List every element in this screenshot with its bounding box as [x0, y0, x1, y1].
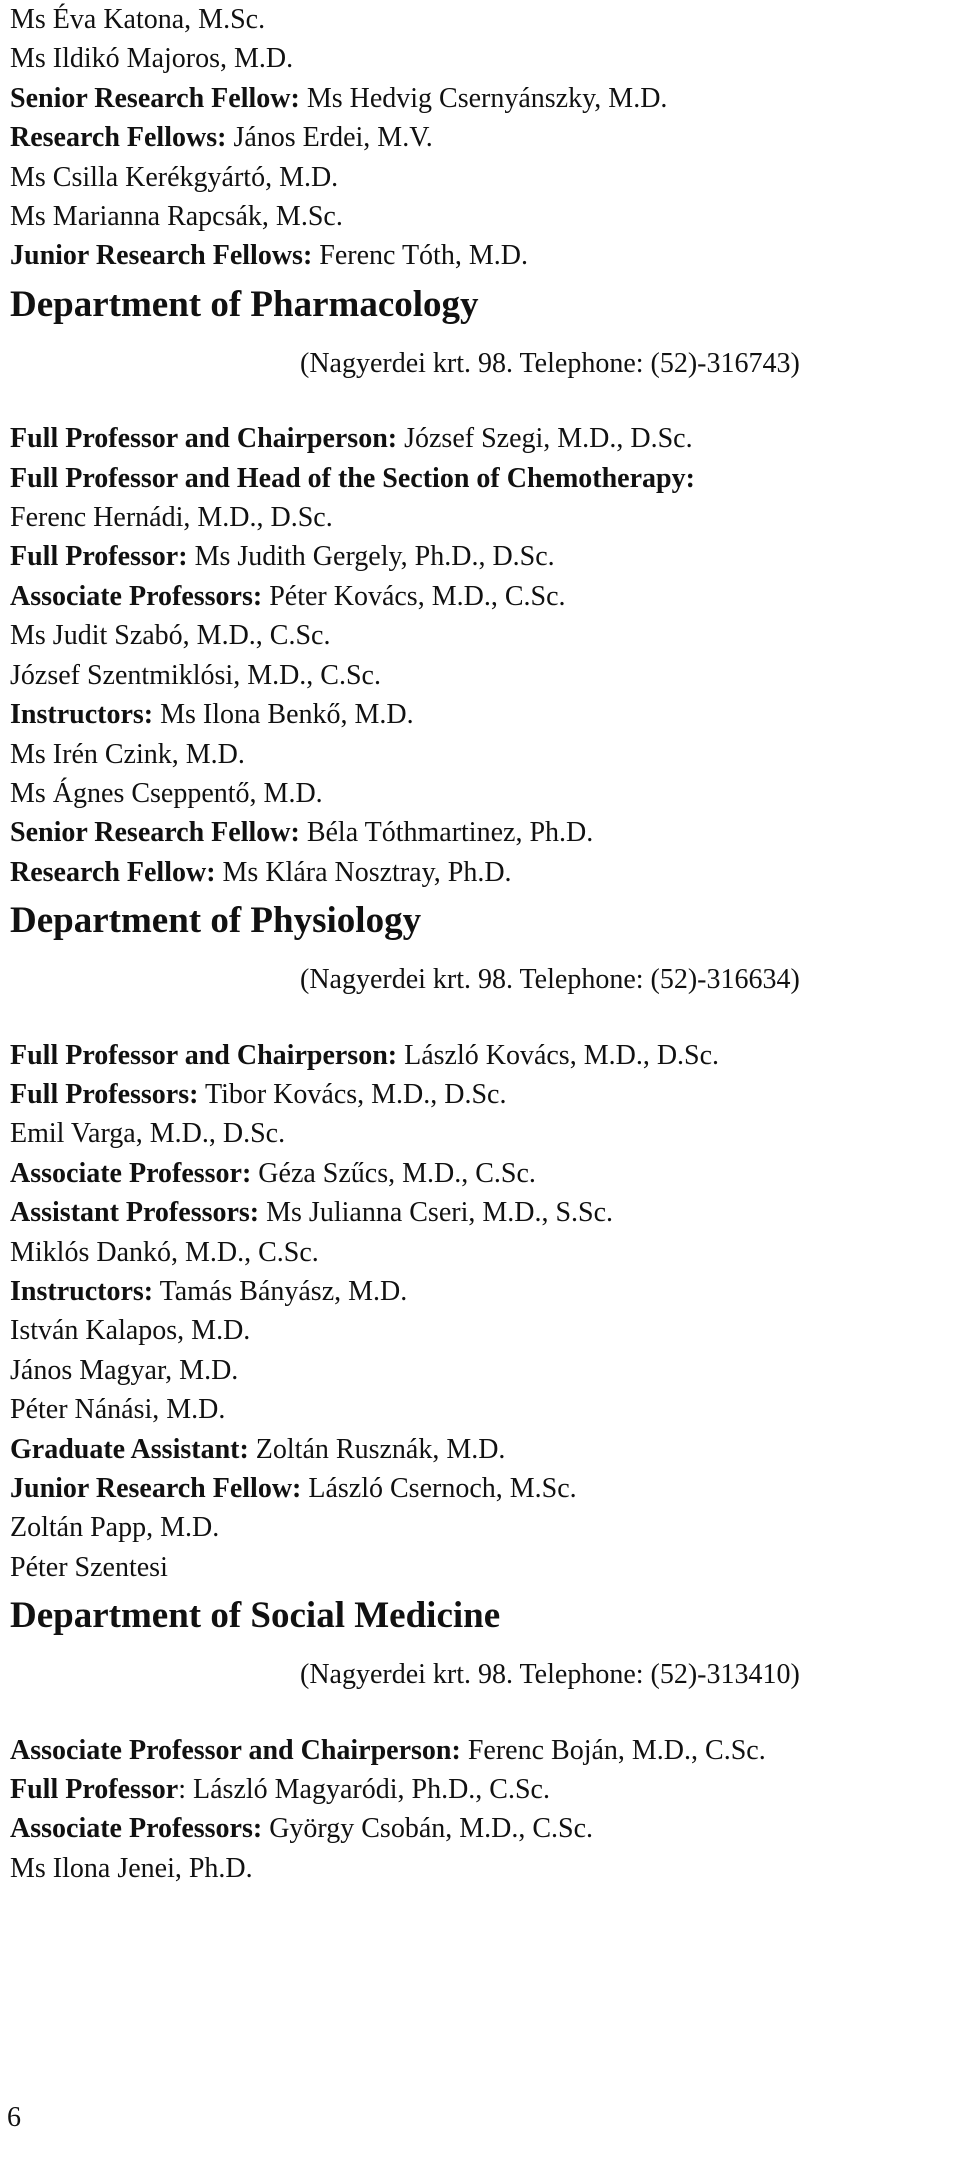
- staff-line: Ms Éva Katona, M.Sc.: [10, 4, 266, 35]
- department-pharmacology: [10, 280, 950, 892]
- staff-line: Ms Marianna Rapcsák, M.Sc.: [10, 201, 343, 233]
- staff-line: Ms Irén Czink, M.D.: [10, 738, 245, 770]
- staff-line: Graduate Assistant: Zoltán Rusznák, M.D.: [10, 1433, 506, 1465]
- department-title: Department of Pharmacology: [10, 283, 479, 325]
- staff-line: Ms Ildikó Majoros, M.D.: [10, 43, 294, 75]
- staff-line: Instructors: Ms Ilona Benkő, M.D.: [10, 699, 414, 731]
- staff-line: Instructors: Tamás Bányász, M.D.: [10, 1275, 408, 1307]
- staff-line: István Kalapos, M.D.: [10, 1315, 251, 1347]
- staff-line: Research Fellow: Ms Klára Nosztray, Ph.D.: [10, 856, 512, 888]
- department-social-medicine: [10, 1591, 950, 1888]
- staff-line: Full Professor and Chairperson: László Kovács, M.D., D.Sc.: [10, 1039, 720, 1071]
- staff-line: Full Professor and Head of the Section of Chemotherapy:: [10, 462, 695, 494]
- staff-line: Associate Professors: György Csobán, M.D., C.Sc.: [10, 1813, 594, 1845]
- document-page: [10, 0, 950, 1888]
- staff-line: Associate Professor: Géza Szűcs, M.D., C.Sc.: [10, 1157, 536, 1189]
- staff-line: Junior Research Fellows: Ferenc Tóth, M.D.: [10, 240, 528, 272]
- staff-line: Junior Research Fellow: László Csernoch, M.Sc.: [10, 1473, 577, 1504]
- staff-line: Full Professor: László Magyaródi, Ph.D., C.Sc.: [10, 1774, 550, 1806]
- staff-line: Péter Nánási, M.D.: [10, 1394, 226, 1426]
- department-address: (Nagyerdei krt. 98. Telephone: (52)-316743): [300, 347, 800, 379]
- staff-line: Full Professor: Ms Judith Gergely, Ph.D., D.Sc.: [10, 541, 555, 573]
- staff-line: Ms Judit Szabó, M.D., C.Sc.: [10, 620, 331, 652]
- department-title: Department of Physiology: [10, 900, 422, 942]
- page-number: 6: [7, 2102, 21, 2133]
- staff-line: Ms Ágnes Cseppentő, M.D.: [10, 777, 323, 809]
- top-staff-list: [10, 0, 950, 276]
- department-physiology: [10, 896, 950, 1587]
- staff-line: Péter Szentesi: [10, 1551, 168, 1583]
- staff-line: János Magyar, M.D.: [10, 1354, 239, 1386]
- staff-line: Associate Professors: Péter Kovács, M.D., C.Sc.: [10, 580, 566, 612]
- staff-line: Research Fellows: János Erdei, M.V.: [10, 122, 433, 154]
- department-address: (Nagyerdei krt. 98. Telephone: (52)-313410): [300, 1659, 800, 1691]
- staff-line: Senior Research Fellow: Ms Hedvig Csernyánszky, M.D.: [10, 82, 668, 114]
- staff-line: Emil Varga, M.D., D.Sc.: [10, 1118, 286, 1150]
- staff-line: József Szentmiklósi, M.D., C.Sc.: [10, 659, 381, 691]
- department-title: Department of Social Medicine: [10, 1595, 501, 1637]
- department-address: (Nagyerdei krt. 98. Telephone: (52)-316634): [300, 964, 800, 996]
- staff-line: Senior Research Fellow: Béla Tóthmartinez, Ph.D.: [10, 817, 594, 849]
- staff-line: Associate Professor and Chairperson: Ferenc Boján, M.D., C.Sc.: [10, 1734, 766, 1766]
- staff-line: Ms Csilla Kerékgyártó, M.D.: [10, 161, 339, 193]
- staff-line: Full Professors: Tibor Kovács, M.D., D.Sc.: [10, 1078, 507, 1110]
- staff-line: Full Professor and Chairperson: József Szegi, M.D., D.Sc.: [10, 423, 693, 455]
- staff-line: Ferenc Hernádi, M.D., D.Sc.: [10, 502, 333, 534]
- staff-line: Zoltán Papp, M.D.: [10, 1512, 220, 1544]
- staff-line: Miklós Dankó, M.D., C.Sc.: [10, 1236, 319, 1268]
- staff-line: Assistant Professors: Ms Julianna Cseri, M.D., S.Sc.: [10, 1197, 614, 1229]
- staff-line: Ms Ilona Jenei, Ph.D.: [10, 1852, 253, 1884]
